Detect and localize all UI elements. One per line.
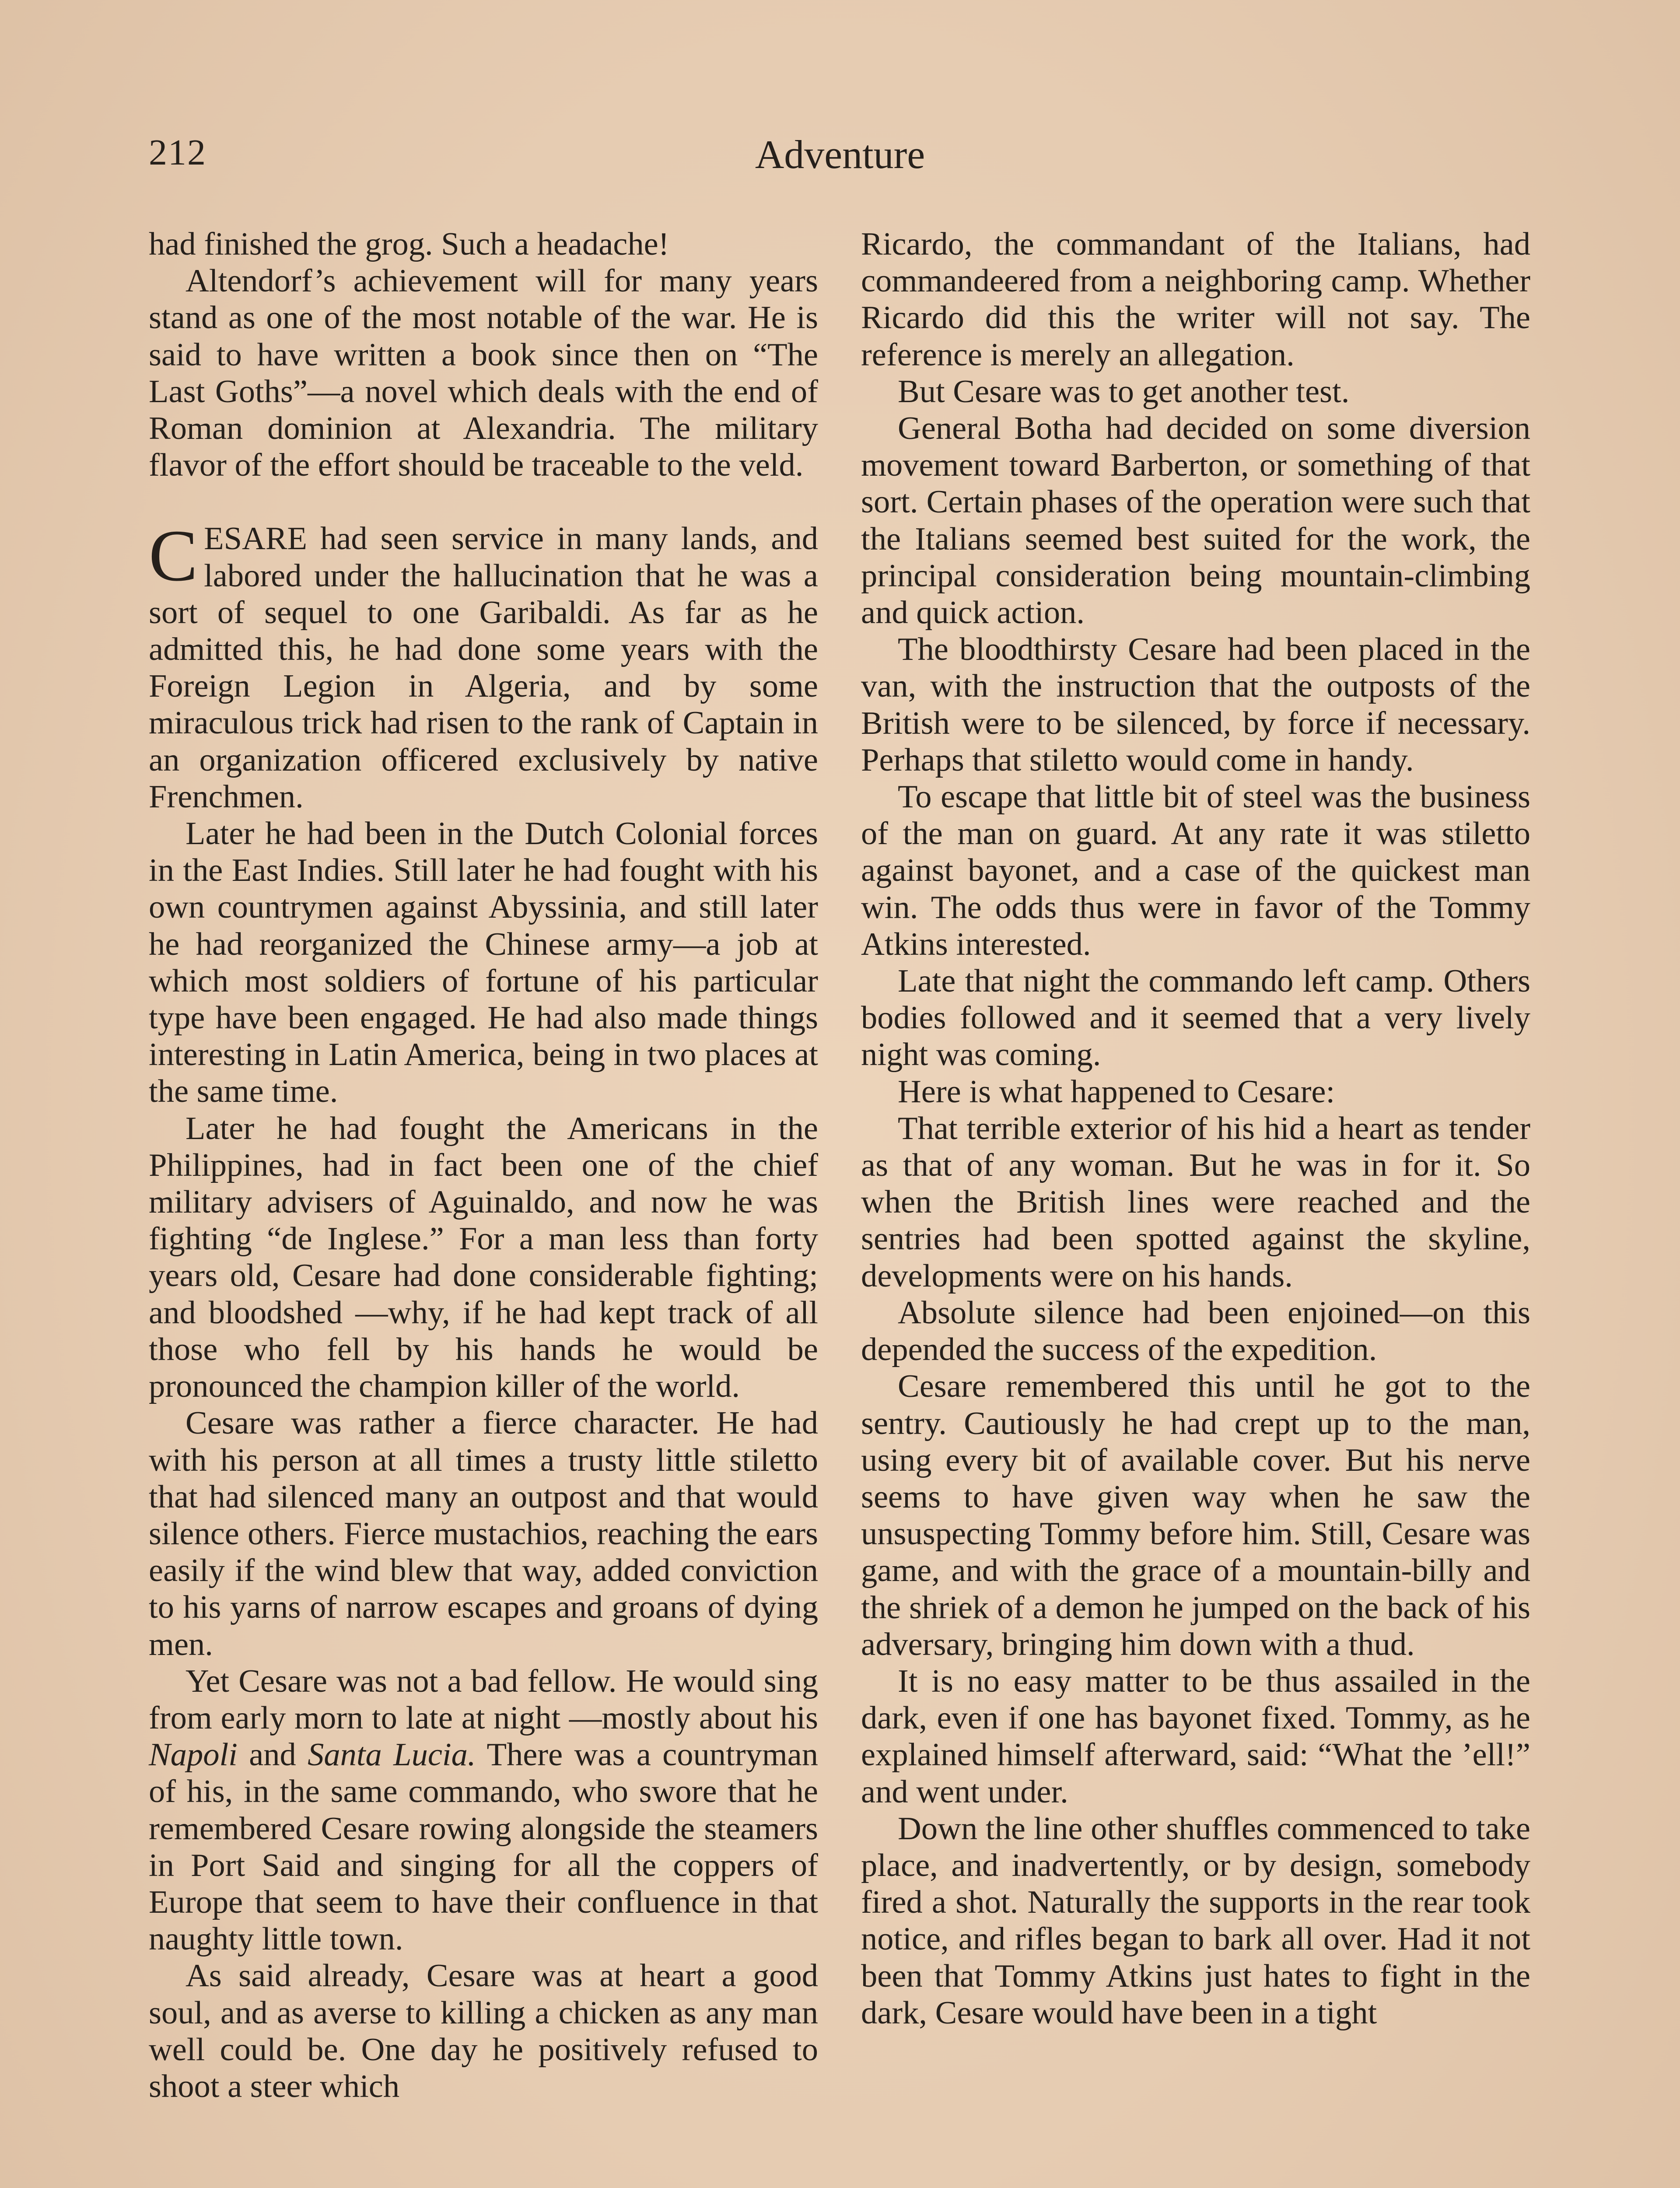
section-opening-paragraph [149,515,818,815]
page-header [149,131,1531,184]
paragraph [149,1663,818,1958]
paragraph: Late that night the commando left camp. Others bodies followed and it seemed that a very lively night was coming. [861,963,1530,1073]
paragraph: But Cesare was to get another test. [898,373,1350,410]
paragraph: To escape that little bit of steel was the business of the man on guard. At any rate it was stiletto against bayonet, and a case of the quickest man win. The odds thus were in favor of the Tommy Atkins interested. [861,779,1530,962]
paragraph: Absolute silence had been enjoined—on this depended the success of the expedition. [861,1294,1530,1368]
right-column [861,226,1530,2031]
paragraph: Later he had been in the Dutch Colonial forces in the East Indies. Still later he had fought with his own countrymen against Abyssinia, and still later he had reorganized the Chinese army—a job at which most soldiers of fortune of his particular type have been engaged. He had also made things interesting in Latin America, being in two places at the same time. [149,816,818,1110]
italic-title-napoli: Napoli [149,1737,238,1773]
text-run: There was a countryman of his, in the same commando, who swore that he remembered Cesare rowing alongside the steamers in Port Said and singing for all the coppers of Europe that seem to have their confluence in that naughty little town. [149,1737,818,1957]
paragraph: Later he had fought the Americans in the Philippines, had in fact been one of the chief military advisers of Aguinaldo, and now he was fighting “de Inglese.” For a man less than forty years old, Cesare had done considerable fighting; and bloodshed —why, if he had kept track of all those who fell by his hands he would be pronounced the champion killer of the world. [149,1110,818,1405]
left-column [149,226,818,2105]
section-break [149,484,818,520]
text-run: and [237,1737,308,1773]
italic-title-santa-lucia: Santa Lucia. [308,1737,476,1773]
section-opening-text: ESARE had seen service in many lands, and labored under the hallucination that he was a sort of sequel to one Garibaldi. As far as he admitted this, he had done some years with the Foreign Legion in Algeria, and by some miraculous trick had risen to the rank of Captain in an organization officered exclusively by native Frenchmen. [149,521,818,815]
paragraph: Cesare remembered this until he got to the sentry. Cautiously he had crept up to the man, using every bit of available cover. But his nerve seems to have given way when he saw the unsuspecting Tommy before him. Still, Cesare was game, and with the grace of a mountain-billy and the shriek of a demon he jumped on the back of his adversary, bringing him down with a thud. [861,1368,1530,1662]
page-number: 212 [149,132,206,173]
paragraph: Altendorf’s achievement will for many years stand as one of the most notable of the war. He is said to have written a book since then on “The Last Goths”—a novel which deals with the end of Roman dominion at Alexandria. The military flavor of the effort should be traceable to the veld. [149,263,818,484]
running-title: Adventure [755,132,925,177]
paragraph: Cesare was rather a fierce character. He had with his person at all times a trusty little stiletto that had silenced many an outpost and that would silence others. Fierce mustachios, reaching the ears easily if the wind blew that way, added conviction to his yarns of narrow escapes and groans of dying men. [149,1405,818,1662]
paragraph: Ricardo, the commandant of the Italians, had commandeered from a neighboring camp. Whether Ricardo did this the writer will not say. The reference is merely an allegation. [861,226,1530,373]
drop-cap: C [149,515,198,597]
paragraph: That terrible exterior of his hid a heart as tender as that of any woman. But he was in for it. So when the British lines were reached and the sentries had been spotted against the skyline, developments were on his hands. [861,1110,1530,1294]
paragraph: Here is what happened to Cesare: [898,1073,1335,1110]
paragraph: had finished the grog. Such a headache! [149,226,669,262]
paragraph: General Botha had decided on some diversion movement toward Barberton, or something of that sort. Certain phases of the operation were such that the Italians seemed best suited for the work, the principal consideration being mountain-climbing and quick action. [861,410,1530,631]
text-run: Yet Cesare was not a bad fellow. He would sing from early morn to late at night —mostly about his [149,1663,818,1736]
paragraph: It is no easy matter to be thus assailed in the dark, even if one has bayonet fixed. Tommy, as he explained himself afterward, said: “What the ’ell!” and went under. [861,1663,1530,1810]
paragraph: As said already, Cesare was at heart a good soul, and as averse to killing a chicken as any man well could be. One day he positively refused to shoot a steer which [149,1958,818,2104]
paragraph: The bloodthirsty Cesare had been placed in the van, with the instruction that the outposts of the British were to be silenced, by force if necessary. Perhaps that stiletto would come in handy. [861,631,1530,778]
paragraph: Down the line other shuffles commenced to take place, and inadvertently, or by design, somebody fired a shot. Naturally the supports in the rear took notice, and rifles began to bark all over. Had it not been that Tommy Atkins just hates to fight in the dark, Cesare would have been in a tight [861,1810,1530,2031]
